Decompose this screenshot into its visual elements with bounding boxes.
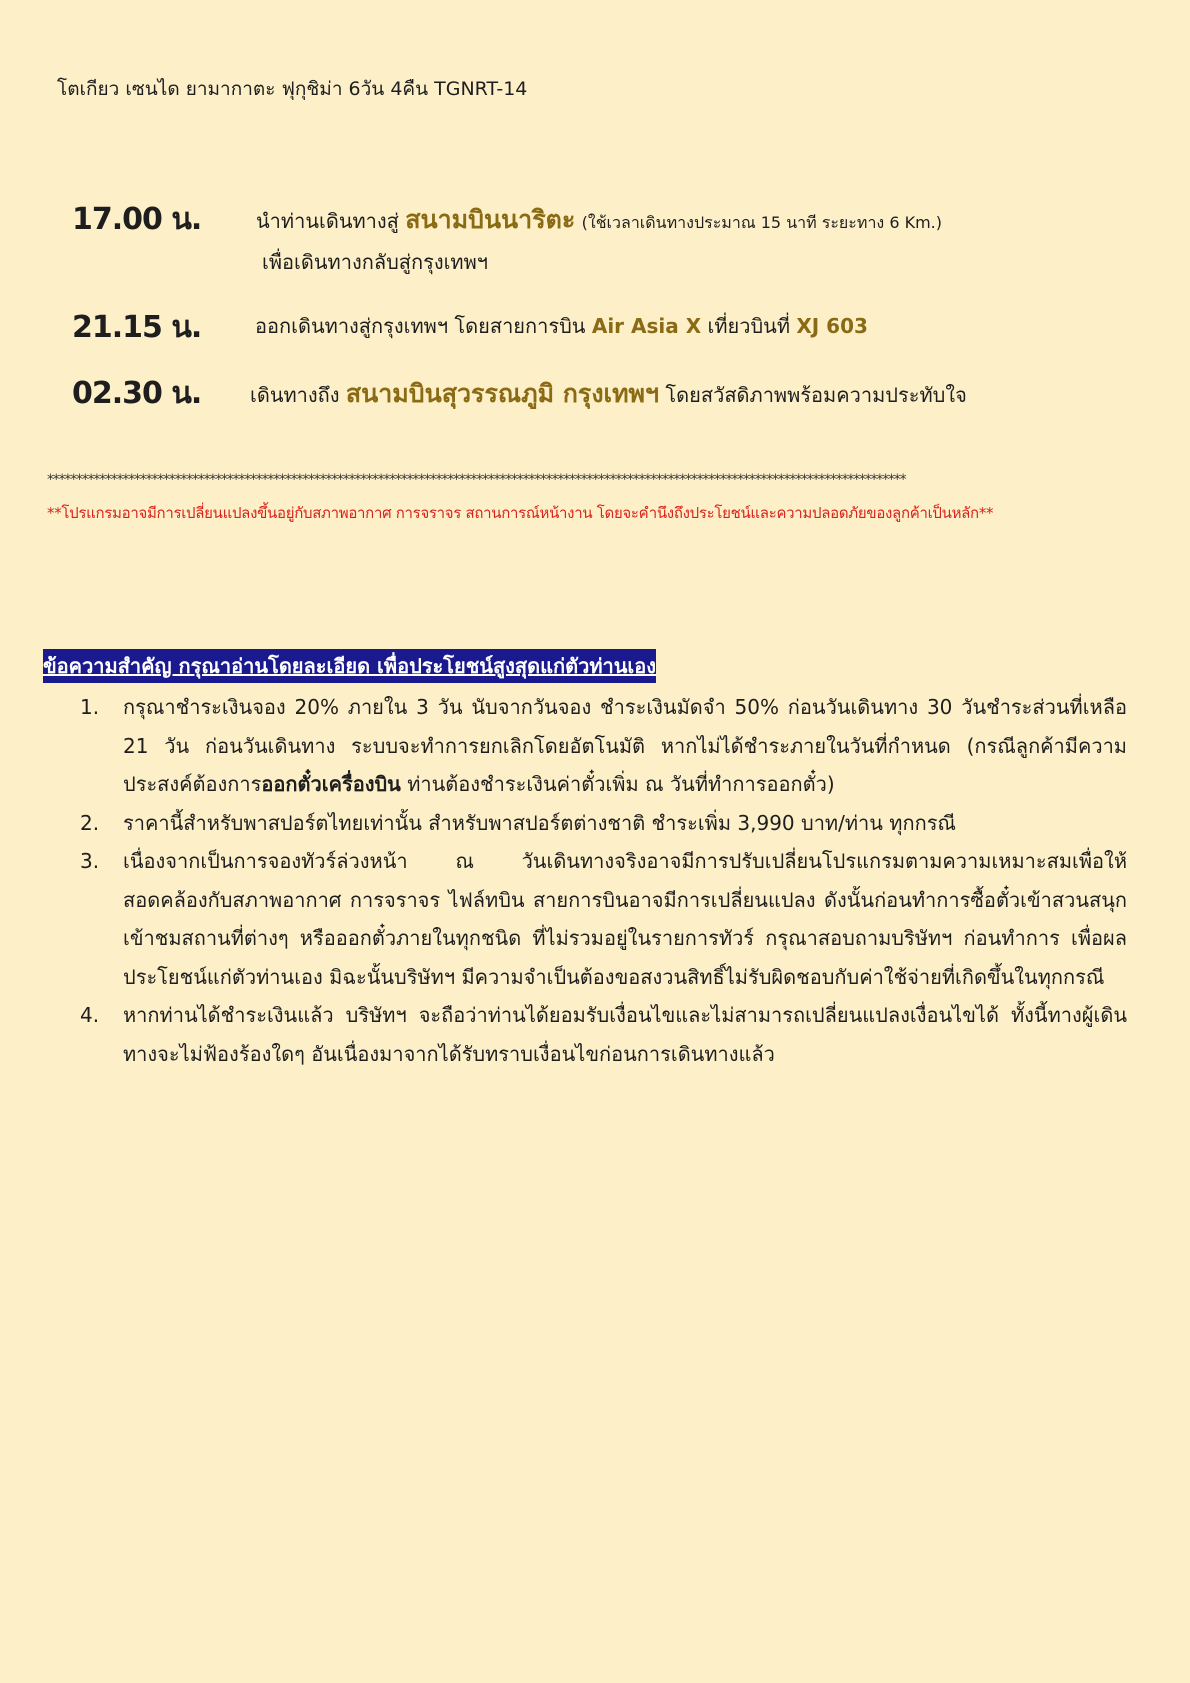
schedule-line-1b: เพื่อเดินทางกลับสู่กรุงเทพฯ <box>262 250 489 274</box>
program-change-note: **โปรแกรมอาจมีการเปลี่ยนแปลงขึ้นอยู่กับสภาพอากาศ การจราจร สถานการณ์หน้างาน โดยจะคำนึงถึงประโยชน์และความปลอดภัยของลูกค้าเป็นหลัก** <box>47 504 994 522</box>
list-number: 2. <box>80 810 100 835</box>
schedule-text: เที่ยวบินที่ <box>701 314 797 338</box>
document-title: โตเกียว เซนได ยามากาตะ ฟุกุชิม่า 6วัน 4คืน TGNRT-14 <box>57 78 528 100</box>
schedule-text: โดยสวัสดิภาพพร้อมความประทับใจ <box>659 383 967 407</box>
flight-number-highlight: XJ 603 <box>796 314 868 338</box>
list-number: 1. <box>80 695 100 719</box>
time-label: 17.00 น. <box>72 202 202 237</box>
term-text: หากท่านได้ชำระเงินแล้ว บริษัทฯ จะถือว่าท่านได้ยอมรับเงื่อนไขและไม่สามารถเปลี่ยนแปลงเงื่อนไขได้ ทั้งนี้ทางผู้เดินทางจะไม่ฟ้องร้องใดๆ อันเนื่องมาจากได้รับทราบเงื่อนไขก่อนการเดินทางแล้ว <box>123 1003 1127 1066</box>
schedule-time-1 <box>72 196 201 243</box>
important-heading: ข้อความสำคัญ กรุณาอ่านโดยละเอียด เพื่อประโยชน์สูงสุดแก่ตัวท่านเอง <box>43 649 656 683</box>
list-number: 3. <box>80 849 100 873</box>
duration-note: (ใช้เวลาเดินทางประมาณ 15 นาที ระยะทาง 6 Km.) <box>581 213 942 232</box>
schedule-text: เดินทางถึง <box>250 383 346 407</box>
term-text: ราคานี้สำหรับพาสปอร์ตไทยเท่านั้น สำหรับพาสปอร์ตต่างชาติ ชำระเพิ่ม 3,990 บาท/ท่าน ทุกกรณี <box>123 810 956 835</box>
list-item <box>72 688 1127 804</box>
terms-list <box>72 688 1127 1073</box>
bold-text: ออกตั๋วเครื่องบิน <box>261 772 401 796</box>
list-number: 4. <box>80 1003 100 1027</box>
schedule-text: นำท่านเดินทางสู่ <box>256 209 406 233</box>
list-item <box>72 804 1127 843</box>
schedule-line-3 <box>250 374 967 414</box>
term-text: เนื่องจากเป็นการจองทัวร์ล่วงหน้า ณ วันเดินทางจริงอาจมีการปรับเปลี่ยนโปรแกรมตามความเหมาะสมเพื่อให้สอดคล้องกับสภาพอากาศ การจราจร ไฟล์ทบิน สายการบินอาจมีการเปลี่ยนแปลง ดังนั้นก่อนทำการซื้อตั๋วเข้าสวนสนุก เข้าชมสถานที่ต่างๆ หรือออกตั๋วภายในทุกชนิด ที่ไม่รวมอยู่ในรายการทัวร์ กรุณาสอบถามบริษัทฯ ก่อนทำการ เพื่อผลประโยชน์แก่ตัวท่านเอง มิฉะนั้นบริษัทฯ มีความจำเป็นต้องขอสงวนสิทธิ์ไม่รับผิดชอบกับค่าใช้จ่ายที่เกิดขึ้นในทุกกรณี <box>123 849 1127 989</box>
divider-stars: **************************************************************************************************************************************************** <box>47 472 906 488</box>
time-label: 21.15 น. <box>72 310 202 345</box>
schedule-time-3 <box>72 370 201 417</box>
term-text: กรุณาชำระเงินจอง 20% ภายใน 3 วัน นับจากวันจอง ชำระเงินมัดจำ 50% ก่อนวันเดินทาง 30 วันชำระส่วนที่เหลือ 21 วัน ก่อนวันเดินทาง ระบบจะทำการยกเลิกโดยอัตโนมัติ หากไม่ได้ชำระภายในวันที่กำหนด (กรณีลูกค้ามีความประสงค์ต้องการออกตั๋วเครื่องบิน ท่านต้องชำระเงินค่าตั๋วเพิ่ม ณ วันที่ทำการออกตั๋ว) <box>123 695 1127 796</box>
schedule-text: ออกเดินทางสู่กรุงเทพฯ โดยสายการบิน <box>255 314 592 338</box>
list-item <box>72 842 1127 996</box>
schedule-line-1 <box>256 200 942 240</box>
airline-highlight: Air Asia X <box>591 314 702 338</box>
narita-airport-highlight: สนามบินนาริตะ <box>405 205 576 234</box>
schedule-time-2 <box>72 304 201 351</box>
time-label: 02.30 น. <box>72 376 202 411</box>
suvarnabhumi-airport-highlight: สนามบินสุวรรณภูมิ กรุงเทพฯ <box>345 379 660 408</box>
schedule-line-2 <box>255 310 868 342</box>
list-item <box>72 996 1127 1073</box>
